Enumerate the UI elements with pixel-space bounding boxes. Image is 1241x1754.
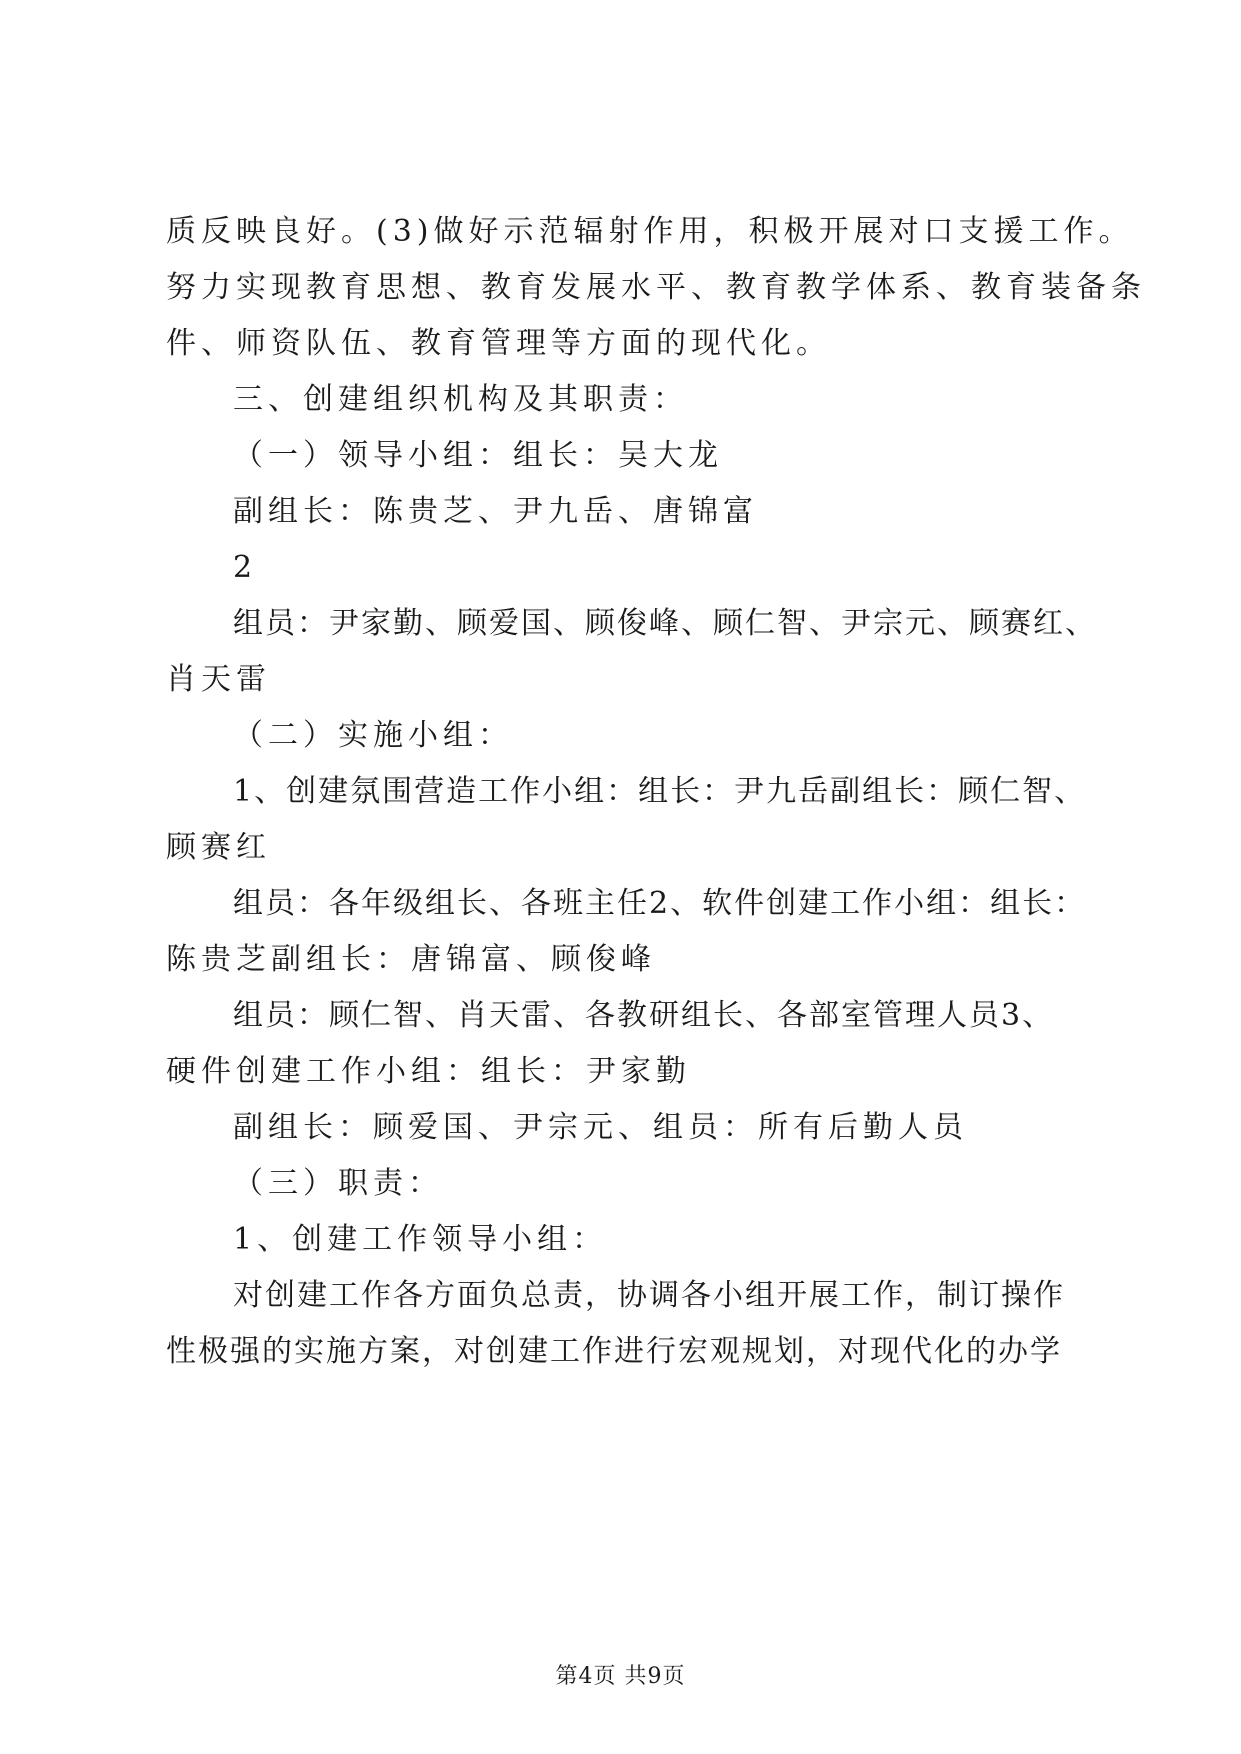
body-text-line: 组员：顾仁智、肖天雷、各教研组长、各部室管理人员3、 (233, 998, 1055, 1033)
body-text-line: 1、创建工作领导小组： (233, 1222, 608, 1257)
body-text-line: 对创建工作各方面负总责，协调各小组开展工作，制订操作 (233, 1278, 1065, 1313)
body-text-line: 2 (233, 550, 258, 585)
body-text-line: （一）领导小组：组长：吴大龙 (233, 438, 723, 473)
body-text-line: （三）职责： (233, 1166, 443, 1201)
body-text-line: 努力实现教育思想、教育发展水平、教育教学体系、教育装备条 (166, 270, 1146, 305)
body-text-line: 组员：尹家勤、顾爱国、顾俊峰、顾仁智、尹宗元、顾赛红、 (233, 606, 1097, 641)
body-text-line: （二）实施小组： (233, 718, 513, 753)
page-number-footer: 第4页 共9页 (555, 1664, 686, 1689)
body-text-line: 1、创建氛围营造工作小组：组长：尹九岳副组长：顾仁智、 (233, 774, 1087, 809)
body-text-line: 件、师资队伍、教育管理等方面的现代化。 (166, 326, 831, 361)
body-text-line: 副组长：顾爱国、尹宗元、组员：所有后勤人员 (233, 1110, 968, 1145)
body-text-line: 质反映良好。(3)做好示范辐射作用，积极开展对口支援工作。 (166, 214, 1134, 249)
section-heading: 三、创建组织机构及其职责： (233, 382, 688, 417)
body-text-line: 顾赛红 (166, 830, 271, 865)
body-text-line: 陈贵芝副组长：唐锦富、顾俊峰 (166, 942, 656, 977)
body-text-line: 硬件创建工作小组：组长：尹家勤 (166, 1054, 691, 1089)
body-text-line: 肖天雷 (166, 662, 271, 697)
body-text-line: 性极强的实施方案，对创建工作进行宏观规划，对现代化的办学 (166, 1334, 1062, 1369)
body-text-line: 组员：各年级组长、各班主任2、软件创建工作小组：组长： (233, 886, 1087, 921)
body-text-line: 副组长：陈贵芝、尹九岳、唐锦富 (233, 494, 758, 529)
